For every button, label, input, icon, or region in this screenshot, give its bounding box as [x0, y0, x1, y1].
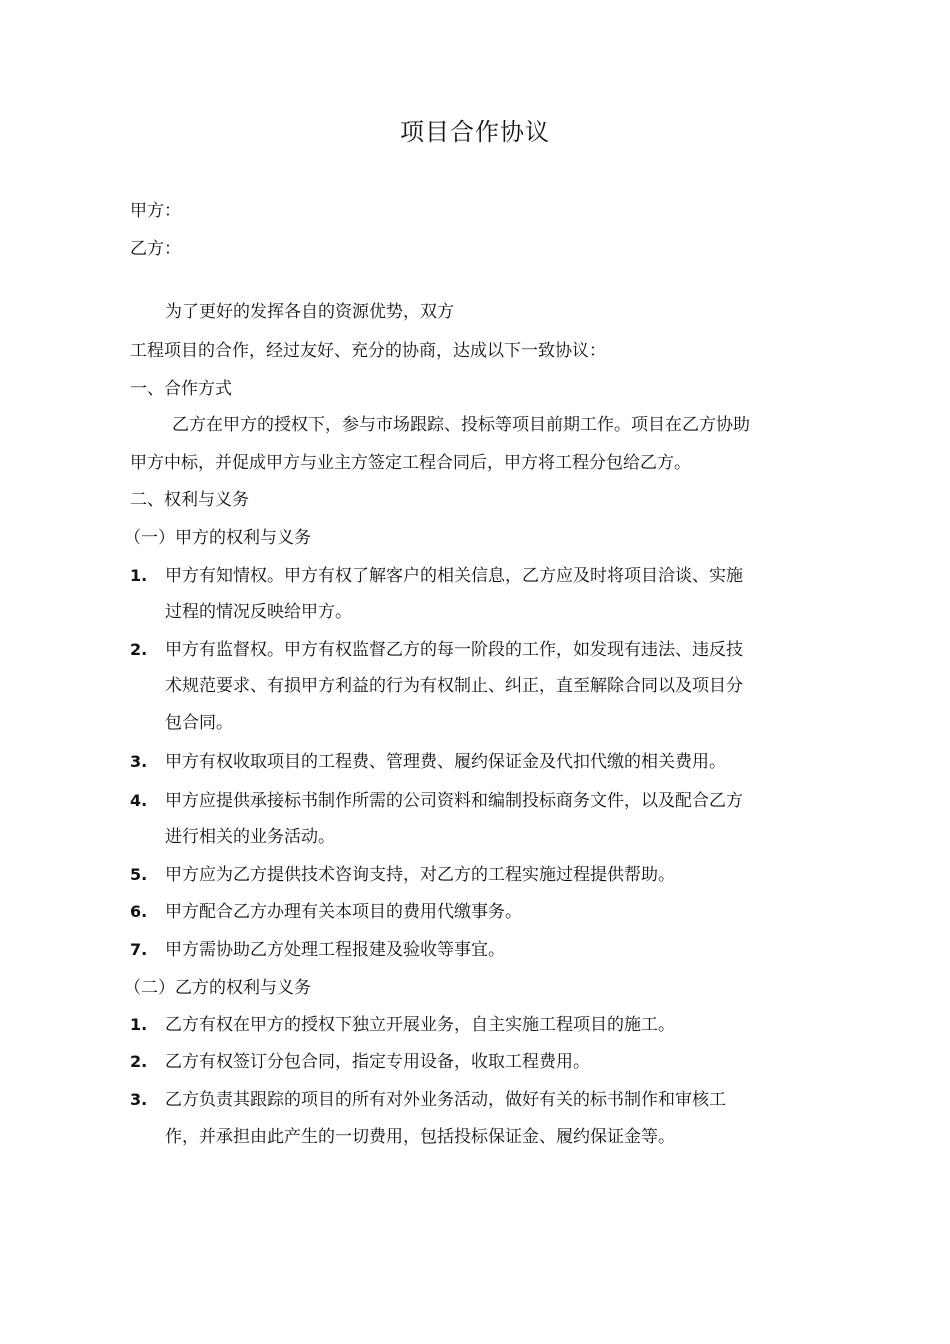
- list-item-number: 1.: [130, 1015, 148, 1034]
- list-item-number: 2.: [130, 640, 148, 659]
- list-item-text: 作，并承担由此产生的一切费用，包括投标保证金、履约保证金等。: [165, 1127, 675, 1147]
- list-item-text: 乙方有权在甲方的授权下独立开展业务，自主实施工程项目的施工。: [165, 1015, 675, 1035]
- list-item-text: 甲方配合乙方办理有关本项目的费用代缴事务。: [165, 902, 522, 922]
- list-item-text: 甲方应为乙方提供技术咨询支持，对乙方的工程实施过程提供帮助。: [165, 865, 675, 885]
- intro-line-1: 为了更好的发挥各自的资源优势，双方: [165, 302, 454, 322]
- party-a-label: 甲方：: [130, 201, 181, 221]
- list-item-number: 3.: [130, 1090, 148, 1109]
- list-item-text: 甲方有权收取项目的工程费、管理费、履约保证金及代扣代缴的相关费用。: [165, 752, 726, 772]
- list-item-text: 术规范要求、有损甲方利益的行为有权制止、纠正，直至解除合同以及项目分: [165, 676, 743, 696]
- list-item-number: 2.: [130, 1052, 148, 1071]
- list-item-number: 6.: [130, 902, 148, 921]
- list-item-text: 甲方有知情权。甲方有权了解客户的相关信息，乙方应及时将项目洽谈、实施: [165, 566, 743, 586]
- list-item-number: 1.: [130, 566, 148, 585]
- section1-heading: 一、合作方式: [130, 379, 232, 399]
- list-item-text: 甲方应提供承接标书制作所需的公司资料和编制投标商务文件，以及配合乙方: [165, 791, 743, 811]
- document-title: 项目合作协议: [400, 118, 550, 146]
- list-item-number: 3.: [130, 752, 148, 771]
- list-item-text: 过程的情况反映给甲方。: [165, 602, 352, 622]
- list-item-text: 包合同。: [165, 713, 233, 733]
- party-b-label: 乙方：: [130, 239, 181, 259]
- list-item-text: 乙方有权签订分包合同，指定专用设备，收取工程费用。: [165, 1052, 590, 1072]
- section2-heading: 二、权利与义务: [130, 490, 249, 510]
- list-item-number: 4.: [130, 791, 148, 810]
- section1-line-1: 乙方在甲方的授权下，参与市场跟踪、投标等项目前期工作。项目在乙方协助: [172, 415, 750, 435]
- subsection-b-heading: （二）乙方的权利与义务: [124, 978, 311, 998]
- list-item-number: 5.: [130, 865, 148, 884]
- list-item-text: 甲方需协助乙方处理工程报建及验收等事宜。: [165, 940, 505, 960]
- list-item-text: 乙方负责其跟踪的项目的所有对外业务活动，做好有关的标书制作和审核工: [165, 1090, 726, 1110]
- section1-line-2: 甲方中标，并促成甲方与业主方签定工程合同后，甲方将工程分包给乙方。: [130, 453, 691, 473]
- list-item-number: 7.: [130, 940, 148, 959]
- list-item-text: 进行相关的业务活动。: [165, 827, 335, 847]
- subsection-a-heading: （一）甲方的权利与义务: [124, 528, 311, 548]
- list-item-text: 甲方有监督权。甲方有权监督乙方的每一阶段的工作，如发现有违法、违反技: [165, 640, 743, 660]
- intro-line-2: 工程项目的合作，经过友好、充分的协商，达成以下一致协议：: [130, 341, 606, 361]
